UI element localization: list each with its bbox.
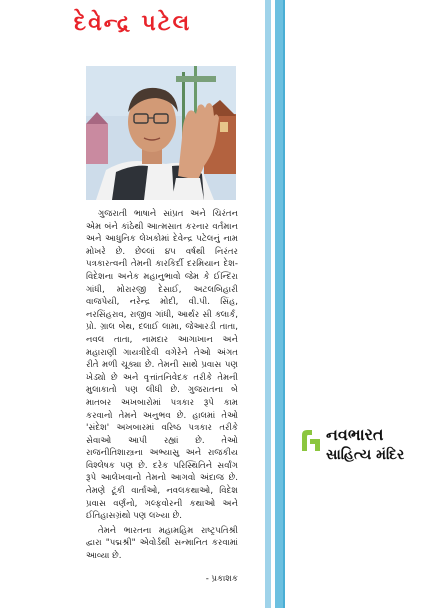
bio-paragraph-award: તેમને ભારતના મહામહિમ રાષ્ટ્રપતિશ્રી દ્વારા "પદ્મશ્રી" એવોર્ડથી સન્માનિત કરવામાં આવ્યા છે. bbox=[86, 525, 238, 562]
bio-paragraph-main: ગુજરાતી ભાષાને સાંપ્રત અને ચિરંતન એમ બંને કાંઠેથી આત્મસાત કરનાર વર્તમાન અને આધુનિક લેખકોમાં દેવેન્દ્ર પટેલનું નામ મોખરે છે. છેલ્લાં ૪૫ વર્ષથી નિરંતર પત્રકારત્વની તેમની કારકિર્દી દરમિયાન દેશ-વિદેશના અનેક મહાનુભાવો જેમ કે ઈન્દિરા ગાંધી, મોરારજી દેસાઈ, અટલબિહારી વાજપેયી, નરેન્દ્ર મોદી, વી.પી. સિંહ, નરસિંહરાવ, રાજીવ ગાંધી, આર્થર સી ક્લાર્ક, પ્રો. ગ્રાલ બેથ, દલાઈ લામા, જેઆરડી તાતા, નવલ તાતા, નામદાર આગાખાન અને મહારાણી ગાયત્રીદેવી વગેરેને તેઓ અંગત રીતે મળી ચૂક્યા છે. તેમની સાથે પ્રવાસ પણ ખેડ્યો છે અને વૃત્તાંતનિવેદક તરીકે તેમની મુલાકાતો પણ લીધી છે. ગુજરાતના બે માતબર અખબારોમાં પત્રકાર રૂપે કામ કરવાનો તેમને અનુભવ છે. હાલમાં તેઓ 'સંદેશ' અખબારમાં વરિષ્ઠ પત્રકાર તરીકે સેવાઓ આપી રહ્યાં છે. તેઓ રાજનીતિશાસ્ત્રના અભ્યાસુ અને રાજકીય વિશ્લેષક પણ છે. દરેક પરિસ્થિતિને સર્વાંગ રૂપે આલેખવાનો તેમનો આગવો અંદાજ છે. તેમણે ટૂંકી વાર્તાઓ, નવલકથાઓ, વિદેશ પ્રવાસ વર્ણનો, ગલ્ફવોરની કથાઓ અને ઈતિહાસગ્રંથો પણ લખ્યા છે. bbox=[86, 209, 238, 522]
book-spine bbox=[275, 0, 285, 608]
author-name: દેવેન્દ્ર પટેલ bbox=[73, 10, 192, 36]
publisher-name-secondary: સાહિત્ય મંદિર bbox=[326, 447, 405, 463]
author-bio bbox=[86, 208, 238, 565]
publisher-signoff: - પ્રકાશક bbox=[205, 574, 238, 584]
publisher-logo-icon bbox=[298, 427, 324, 453]
flap-panel bbox=[285, 0, 440, 608]
publisher-name-primary: નવભારત bbox=[326, 425, 384, 444]
author-photo bbox=[86, 66, 236, 200]
publisher-logo bbox=[298, 425, 433, 469]
